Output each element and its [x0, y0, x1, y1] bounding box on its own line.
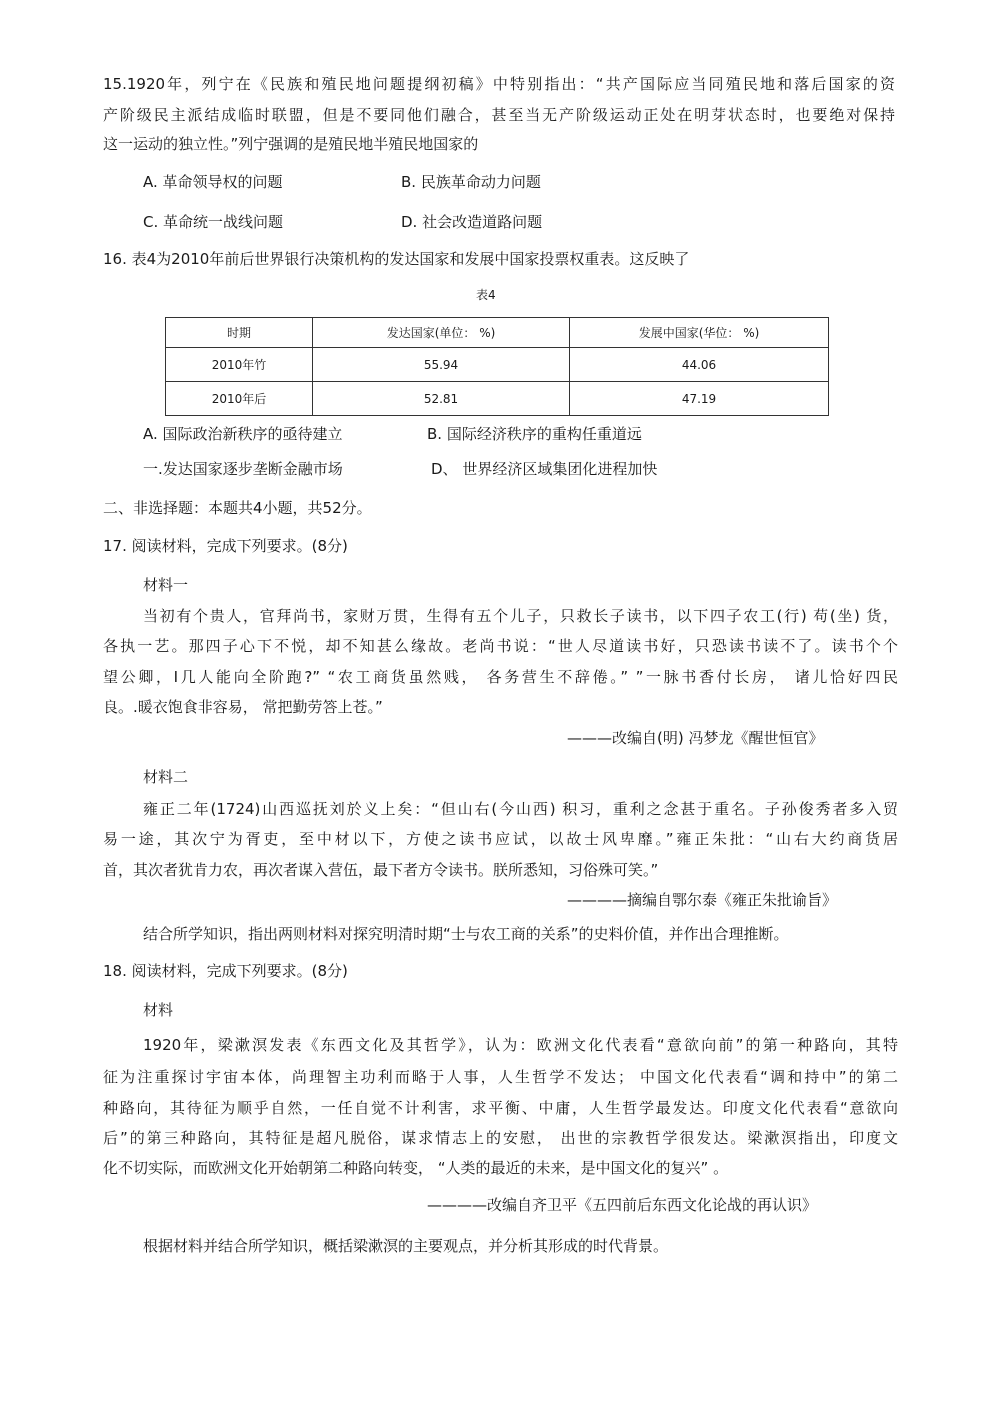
- q15-line-3: 这一运动的独立性。”列宁强调的是殖民地半殖民地国家的: [103, 135, 479, 153]
- table-cell: 55.94: [313, 348, 570, 382]
- table-header-cell: 发达国家(单位： %): [313, 318, 570, 348]
- q17-stem: 17. 阅读材料，完成下列要求。(8分): [103, 537, 348, 555]
- q18-material-source: ————改编自齐卫平《五四前后东西文化论战的再认识》: [427, 1196, 818, 1214]
- q17-material-1-line: 良。.暖衣饱食非容易， 常把勤劳答上苍。”: [103, 698, 383, 716]
- q18-stem: 18. 阅读材料，完成下列要求。(8分): [103, 962, 348, 980]
- q15-option-d: D. 社会改造道路问题: [401, 213, 543, 231]
- q17-material-1-line: 各执一艺。那四子心下不悦，却不知甚么缘故。老尚书说：“世人尽道读书好，只恐读书读不了。读书个个: [103, 637, 898, 655]
- q17-material-1-line: 望公卿，I几人能向全阶跑?” “农工商货虽然贱， 各务营生不辞倦。” ”一脉书香付长房， 诸儿恰好四民: [103, 668, 898, 686]
- q15-option-b: B. 民族革命动力问题: [401, 173, 541, 191]
- section-heading: 二、非选择题：本题共4小题，共52分。: [103, 499, 372, 517]
- table-row: [166, 382, 829, 416]
- q15-line-1: 15.1920年，列宁在《民族和殖民地问题提纲初稿》中特别指出：“共产国际应当同殖民地和落后国家的资: [103, 75, 895, 93]
- q18-material-line: 化不切实际，而欧洲文化开始朝第二种路向转变， “人类的最近的未来，是中国文化的复兴” 。: [103, 1159, 729, 1177]
- q17-material-2-source: ————摘编自鄂尔泰《雍正朱批谕旨》: [567, 891, 838, 909]
- table-row: [166, 348, 829, 382]
- table-header-cell: 发展中国家(华位： %): [570, 318, 829, 348]
- table-cell: 2010年竹: [166, 348, 313, 382]
- q15-line-2: 产阶级民主派结成临时联盟，但是不要同他们融合，甚至当无产阶级运动正处在明芽状态时，也要绝对保持: [103, 106, 895, 124]
- q17-material-2-title: 材料二: [143, 768, 189, 786]
- table-cell: 2010年后: [166, 382, 313, 416]
- table-header-cell: 时期: [166, 318, 313, 348]
- q15-option-a: A. 革命领导权的问题: [143, 173, 283, 191]
- q17-task: 结合所学知识，指出两则材料对探究明清时期“士与农工商的关系”的史料价值，并作出合理推断。: [143, 925, 789, 943]
- q16-option-c: 一.发达国家逐步垄断金融市场: [143, 460, 343, 478]
- q16-stem: 16. 表4为2010年前后世界银行决策机构的发达国家和发展中国家投票权重表。这反映了: [103, 250, 690, 268]
- q17-material-2-line: 易一途，其次宁为胥吏，至中材以下，方使之读书应试，以故士风卑靡。”雍正朱批：“山右大约商货居: [103, 830, 898, 848]
- table-cell: 47.19: [570, 382, 829, 416]
- table-cell: 52.81: [313, 382, 570, 416]
- q16-option-a: A. 国际政治新秩序的亟待建立: [143, 425, 343, 443]
- q18-task: 根据材料并结合所学知识，概括梁漱溟的主要观点，并分析其形成的时代背景。: [143, 1237, 669, 1255]
- table-header-row: [166, 318, 829, 348]
- q15-option-c: C. 革命统一战线问题: [143, 213, 284, 231]
- voting-weight-table: [165, 317, 829, 416]
- q18-material-line: 后”的第三种路向，其特征是超凡脱俗，谋求情志上的安慰， 出世的宗教哲学很发达。梁漱溟指出，印度文: [103, 1129, 898, 1147]
- q17-material-2-line: 首，其次者犹肯力农，再次者谋入营伍，最下者方令读书。朕所悉知，习俗殊可笑。”: [103, 861, 659, 879]
- q17-material-2-line: 雍正二年(1724)山西巡抚刘於义上矣：“但山右(今山西) 积习，重利之念甚于重名。子孙俊秀者多入贸: [143, 800, 898, 818]
- table-cell: 44.06: [570, 348, 829, 382]
- q18-material-title: 材料: [143, 1001, 174, 1019]
- q18-material-line: 种路向，其待征为顺乎自然，一任自觉不计利害，求平衡、中庸，人生哲学最发达。印度文化代表看“意欲向: [103, 1099, 898, 1117]
- q18-material-line: 征为注重探讨宇宙本体，尚理智主功利而略于人事，人生哲学不发达； 中国文化代表看“调和持中”的第二: [103, 1068, 898, 1086]
- q16-option-b: B. 国际经济秩序的重构任重道远: [427, 425, 642, 443]
- q16-option-d: D、 世界经济区域集团化进程加快: [431, 460, 658, 478]
- q18-material-line: 1920年，梁漱溟发表《东西文化及其哲学》，认为：欧洲文化代表看“意欲向前”的第一种路向，其特: [143, 1036, 898, 1054]
- table-caption: 表4: [476, 288, 496, 302]
- q17-material-1-line: 当初有个贵人，官拜尚书，家财万贯，生得有五个儿子，只救长子读书，以下四子农工(行) 苟(坐) 货，: [143, 607, 898, 625]
- q17-material-1-title: 材料一: [143, 576, 189, 594]
- q17-material-1-source: ———改编自(明) 冯梦龙《醒世恒官》: [567, 729, 824, 747]
